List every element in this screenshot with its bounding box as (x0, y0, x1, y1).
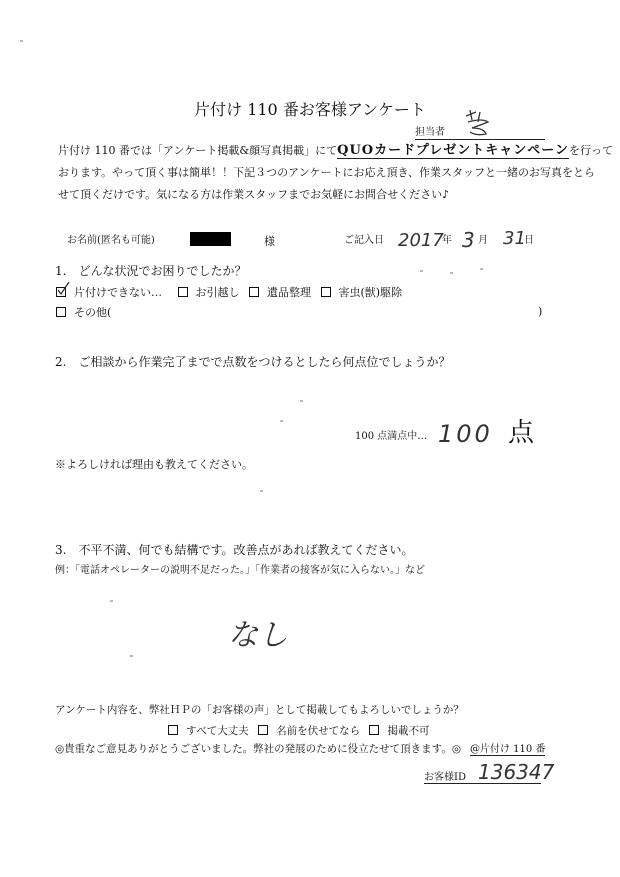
date-label: ご記入日 (344, 235, 384, 246)
thanks-message: ◎貴重なご意見ありがとうございました。弊社の発展のために役立たせて頂きます。◎ (55, 743, 461, 755)
publish-option-no[interactable]: 掲載不可 (363, 725, 429, 737)
date-year: 2017 (398, 230, 444, 251)
publish-question: アンケート内容を、弊社ＨＰの「お客様の声」として掲載してもよろしいでしょうか？ (55, 704, 464, 716)
date-month: 3 (462, 228, 475, 252)
customer-id-label: お客様ID (424, 772, 466, 783)
campaign-name: QUOカードプレゼントキャンペーン (337, 143, 569, 158)
checkbox[interactable] (249, 287, 259, 297)
staff-signature (462, 108, 494, 138)
intro-line-3: せて頂くだけです。気になる方は作業スタッフまでお気軽にお問合せください♪ (58, 188, 450, 201)
q1-other-close: ) (538, 305, 543, 318)
checkbox[interactable] (321, 287, 331, 297)
reason-label: ※よろしければ理由も教えてください。 (55, 458, 253, 471)
q1-option-3[interactable]: 遺品整理 (243, 286, 311, 299)
checkbox[interactable] (178, 287, 188, 297)
honorific: 様 (264, 235, 275, 248)
q3-example: 例：「電話オペレーターの説明不足だった。」「作業者の接客が気に入らない。」など (55, 565, 425, 576)
score-label: 100 点満点中… (355, 431, 428, 442)
q3-question: 3. 不平不満、何でも結構です。改善点があれば教えてください。 (55, 543, 414, 557)
page-title: 片付け 110 番お客様アンケート (194, 100, 426, 119)
brand-name: @片付け 110 番 (470, 744, 546, 755)
q1-option-2[interactable]: お引越し (166, 286, 240, 299)
intro-line-2: おります。やって頂く事は簡単！！下記３つのアンケートにお応え頂き、作業スタッフと一緒のお写真をとら (58, 166, 596, 179)
checkbox[interactable] (168, 725, 178, 735)
date-day: 31 (503, 228, 526, 249)
q3-answer: なし (228, 618, 288, 653)
publish-option-all[interactable]: すべて大丈夫 (162, 725, 249, 737)
q1-options (50, 287, 402, 298)
day-unit: 日 (524, 235, 534, 246)
name-label: お名前(匿名も可能) (67, 235, 155, 246)
intro-line-1: 片付け 110 番では「アンケート掲載&顔写真掲載」にてQUOカードプレゼントキャンペーンを行って (58, 143, 613, 158)
customer-id-value: 136347 (478, 760, 555, 784)
q1-option-4[interactable]: 害虫(獣)駆除 (315, 286, 403, 299)
staff-label: 担当者 (415, 127, 445, 138)
q1-other[interactable]: その他( (50, 307, 111, 318)
checkbox[interactable] (56, 307, 66, 317)
checkbox[interactable] (258, 725, 268, 735)
year-unit: 年 (442, 235, 452, 246)
q1-question: 1. どんな状況でお困りでしたか？ (55, 264, 247, 278)
publish-option-anonymous[interactable]: 名前を伏せてなら (252, 725, 360, 737)
redacted-name (190, 232, 231, 246)
checkbox[interactable] (369, 725, 379, 735)
q2-question: 2. ご相談から作業完了までで点数をつけるとしたら何点位でしょうか？ (55, 355, 451, 369)
month-unit: 月 (478, 235, 488, 246)
checkbox-checked[interactable] (56, 287, 66, 297)
q1-option-1[interactable]: 片付けできない… (50, 286, 162, 299)
score-value: 100 (438, 420, 493, 448)
publish-options (162, 725, 429, 737)
score-unit: 点 (508, 418, 535, 448)
